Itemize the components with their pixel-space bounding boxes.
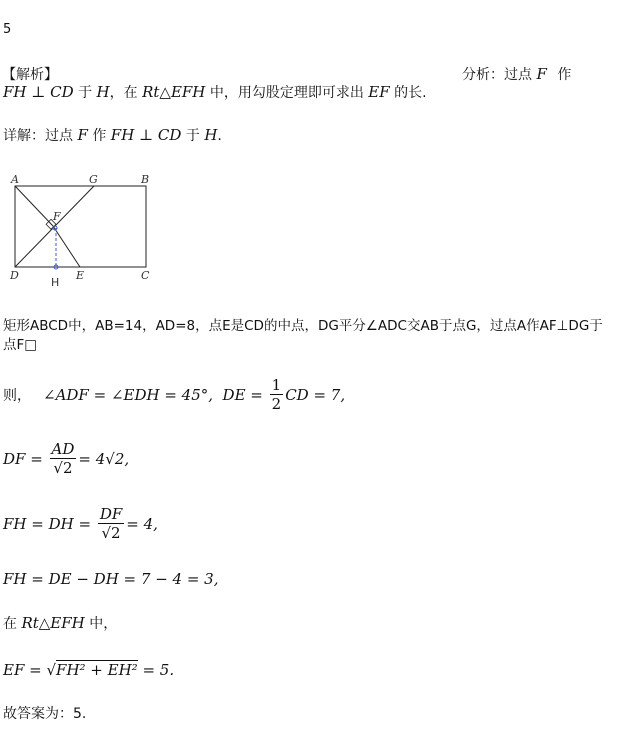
fraction-numerator: AD: [51, 440, 75, 458]
label-a: A: [11, 173, 19, 186]
step-5-tail: 中，: [89, 616, 118, 632]
radicand: 2: [62, 459, 73, 477]
problem-line-2: 点F□: [3, 337, 38, 353]
page-number: 5: [3, 22, 12, 37]
line-fe: [53, 226, 80, 267]
detail-text-1: 作: [92, 128, 107, 144]
fraction-df-root2: [98, 505, 124, 542]
rectangle-abcd: [15, 186, 146, 267]
segment-ef: EF: [368, 83, 390, 101]
step-1: [3, 376, 345, 413]
analysis-text-1: 于: [78, 85, 93, 101]
step-3: [3, 505, 158, 542]
fraction-numerator: 1: [271, 376, 282, 394]
fraction-denominator: 2: [271, 395, 282, 413]
fraction-ad-root2: [50, 440, 77, 477]
step-6-rhs: = 5.: [137, 661, 175, 679]
step-2-rhs: = 4√2,: [78, 449, 130, 468]
detail-point-h: H: [204, 126, 218, 144]
analysis-lead: 分析：过点: [462, 67, 532, 83]
step-2: [3, 440, 129, 477]
analysis-line: [3, 82, 427, 102]
detail-text-2: 于: [185, 128, 200, 144]
label-e: E: [76, 269, 85, 282]
analysis-text-4: 的长.: [394, 85, 427, 101]
step-1-lead: 则，: [3, 387, 31, 404]
step-6: EF = √FH² + EH² = 5.: [3, 661, 175, 679]
step-6-radicand: FH² + EH²: [56, 661, 138, 679]
point-h: H: [96, 83, 110, 101]
fraction-numerator: DF: [99, 505, 123, 523]
perp-expr: FH ⊥ CD: [3, 83, 74, 101]
step-2-lhs: DF =: [3, 449, 48, 468]
fraction-denominator: √2: [101, 524, 121, 542]
step-5-lead: 在: [3, 616, 17, 632]
step-3-lhs: FH = DH =: [3, 514, 96, 533]
step-1-tail: CD = 7,: [285, 385, 346, 404]
geometry-figure: [0, 168, 170, 293]
analysis-text-2: ，在: [109, 85, 138, 101]
step-1-expr: ∠ADF = ∠EDH = 45°, DE =: [43, 385, 268, 404]
fraction-denominator: √2: [53, 459, 73, 477]
detail-line: [3, 125, 222, 145]
solution-label: 【解析】: [2, 67, 58, 83]
label-h: H: [51, 276, 60, 289]
label-d: D: [10, 269, 19, 282]
radicand: 2: [111, 524, 121, 542]
detail-text-3: .: [217, 128, 222, 144]
step-5-rt: Rt△EFH: [21, 614, 85, 632]
fraction-one-half: [270, 376, 284, 413]
answer-lead: 故答案为：: [3, 706, 73, 722]
answer-value: 5.: [73, 706, 87, 722]
problem-line-1: 矩形ABCD中，AB=14，AD=8，点E是CD的中点，DG平分∠ADC交AB于点G，过点A作AF⊥DG于: [3, 318, 603, 334]
step-6-lhs: EF =: [3, 661, 47, 679]
step-4: FH = DE − DH = 7 − 4 = 3,: [3, 570, 219, 588]
detail-perp-expr: FH ⊥ CD: [110, 126, 182, 144]
analysis-heading: [462, 64, 571, 84]
detail-lead: 详解：过点: [3, 128, 73, 144]
analysis-after: 作: [557, 67, 572, 83]
analysis-text-3: 中，用勾股定理即可求出: [209, 85, 364, 101]
step-5: [3, 613, 117, 633]
detail-point-f: F: [77, 126, 88, 144]
label-g: G: [89, 173, 98, 186]
label-f: F: [53, 210, 61, 223]
answer-line: [3, 703, 86, 723]
step-3-rhs: = 4,: [126, 514, 158, 533]
label-b: B: [141, 173, 150, 186]
label-c: C: [141, 269, 150, 282]
analysis-var-f: F: [536, 65, 547, 83]
rt-triangle: Rt△EFH: [142, 83, 206, 101]
line-af: [15, 186, 53, 226]
